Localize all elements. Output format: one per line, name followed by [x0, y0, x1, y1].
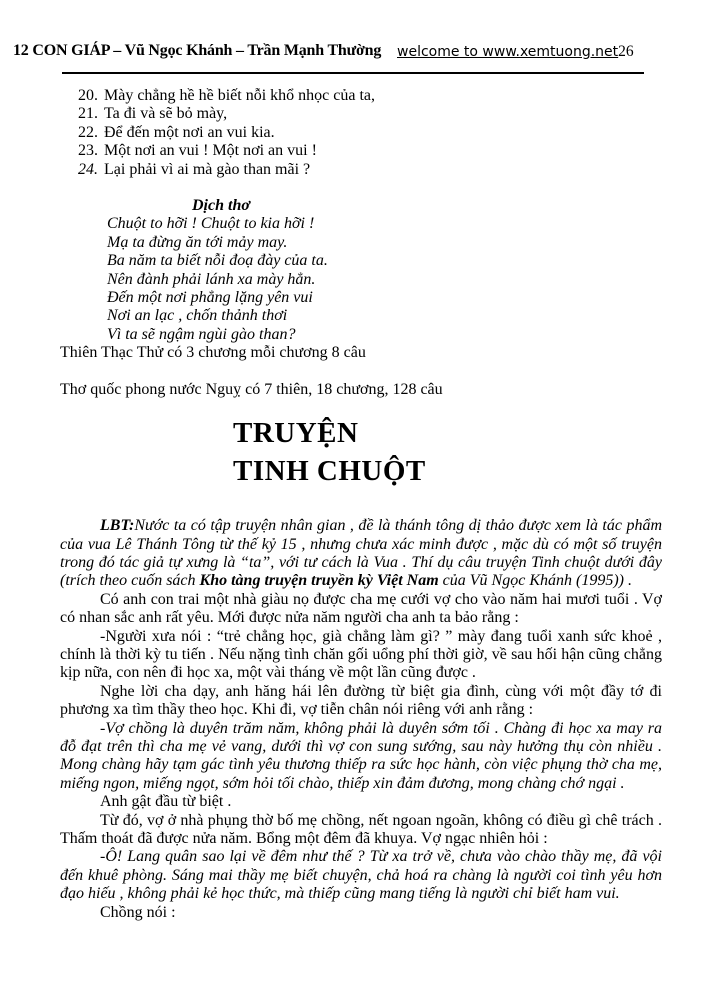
- story-paragraph: Anh gật đầu từ biệt .: [100, 793, 232, 811]
- header-book-title: 12 CON GIÁP – Vũ Ngọc Khánh – Trần Mạnh Thường: [13, 42, 382, 59]
- poem-line: Nên đành phải lánh xa mày hẳn.: [107, 270, 316, 288]
- header-right: [397, 43, 634, 61]
- story-paragraph: -Người xưa nói : “trẻ chẳng học, già chẳng làm gì? ” mày đang tuổi xanh sức khoẻ , chính là thời kỳ tu tiến . Nếu nặng tình chăn gối uổng phí thời giờ, về sau hối hận cũng chẳng kịp nữa, con nên đi học xa, một vài tháng về một lần cũng được .: [60, 627, 662, 682]
- story-title-line2: TINH CHUỘT: [233, 455, 426, 488]
- verse-number: 20.: [78, 87, 98, 104]
- note-tho-quoc-phong: Thơ quốc phong nước Nguỵ có 7 thiên, 18 chương, 128 câu: [60, 380, 443, 398]
- story-paragraph: Có anh con trai một nhà giàu nọ được cha mẹ cưới vợ cho vào năm hai mươi tuổi . Vợ có nhan sắc anh rất yêu. Mới được nửa năm người cha anh ta bảo rằng :: [60, 590, 662, 627]
- verse-text: Một nơi an vui ! Một nơi an vui !: [104, 142, 317, 160]
- verse-text: Lại phải vì ai mà gào than mãi ?: [104, 160, 311, 178]
- verse-number: 21.: [78, 105, 98, 123]
- verse-text: Mày chẳng hề hề biết nỗi khổ nhọc của ta,: [104, 87, 376, 104]
- header-site-link[interactable]: welcome to www.xemtuong.net: [397, 44, 619, 60]
- verse-number: 24.: [78, 160, 98, 178]
- story-title: [233, 414, 662, 490]
- lbt-intro: Nước ta có tập truyện nhân gian , đề là thánh tông dị thảo được xem là tác phẩm của vua Lê Thánh Tông từ thế kỷ 15 , nhưng chưa xác minh được , mặc dù có một số truyện trong đó tác giả tự xưng là “ta”, với tư cách là Vua . Thí dụ câu truyện Tinh chuột dưới đây (trích theo cuốn sách: [60, 517, 662, 590]
- verse-number: 22.: [78, 123, 98, 141]
- story-title-line1: TRUYỆN: [233, 417, 359, 450]
- story-paragraph: -Ô! Lang quân sao lại về đêm như thế ? Từ xa trở về, chưa vào chào thầy mẹ, đã vội đến khuê phòng. Sáng mai thầy mẹ biết chuyện, chả hoá ra chàng là người coi tình yêu hơn đạo hiếu , không phải kẻ học thức, mà thiếp cũng mang tiếng là người chỉ biết ham vui.: [60, 848, 662, 903]
- verse-line: [78, 105, 662, 123]
- lbt-book-title: Kho tàng truyện truyền kỳ Việt Nam: [199, 572, 439, 590]
- verse-line: [78, 124, 662, 142]
- note-thien-thac: Thiên Thạc Thử có 3 chương mỗi chương 8 câu: [60, 344, 366, 362]
- verse-line: [78, 142, 662, 160]
- poem-line: Đến một nơi phẳng lặng yên vui: [107, 289, 313, 307]
- story-paragraph: Chồng nói :: [100, 903, 176, 921]
- poem-line: Vì ta sẽ ngậm ngùi gào than?: [107, 325, 296, 343]
- poem-line: Nơi an lạc , chốn thảnh thơi: [107, 307, 288, 325]
- poem-heading: Dịch thơ: [192, 197, 250, 215]
- poem-line: Chuột to hỡi ! Chuột to kia hỡi !: [107, 215, 315, 233]
- story-paragraph: Từ đó, vợ ở nhà phụng thờ bố mẹ chồng, nết ngoan ngoãn, không có điều gì chê trách . Thấm thoát đã được nửa năm. Bổng một đêm đã khuya. Vợ ngạc nhiên hỏi :: [60, 811, 662, 847]
- verse-line: [78, 87, 662, 105]
- page-content: [60, 87, 662, 922]
- lbt-label: LBT:: [100, 517, 135, 535]
- poem-line: Ba năm ta biết nỗi đoạ đày của ta.: [107, 252, 328, 270]
- story-body: [60, 517, 662, 922]
- lbt-outro: của Vũ Ngọc Khánh (1995)) .: [438, 572, 632, 590]
- verse-number: 23.: [78, 142, 98, 160]
- header-page-number: 26: [618, 43, 634, 60]
- verse-text: Để đến một nơi an vui kia.: [104, 123, 275, 141]
- story-paragraph-lbt: [60, 517, 662, 591]
- story-paragraph: -Vợ chồng là duyên trăm năm, không phải là duyên sớm tối . Chàng đi học xa may ra đỗ đạt trên thì cha mẹ vẻ vang, dưới thì vợ con sung sướng, sau này hưởng thụ còn nhiều . Mong chàng hãy tạm gác tình yêu thương thiếp ra sức học hành, còn việc phụng thờ cha mẹ, miếng ngon, miếng ngọt, sớm hỏi tối chào, thiếp xin đảm đương, mong chàng chớ ngại .: [60, 719, 662, 792]
- poem-line: Mạ ta đừng ăn tới mảy may.: [107, 233, 288, 251]
- verse-line: [78, 161, 662, 179]
- story-paragraph: Nghe lời cha dạy, anh hăng hái lên đường từ biệt gia đình, cùng với một đầy tớ đi phương xa tìm thầy theo học. Khi đi, vợ tiễn chân nói riêng với anh rằng :: [60, 682, 662, 719]
- header-rule: [62, 72, 644, 74]
- verse-text: Ta đi và sẽ bỏ mày,: [104, 105, 228, 123]
